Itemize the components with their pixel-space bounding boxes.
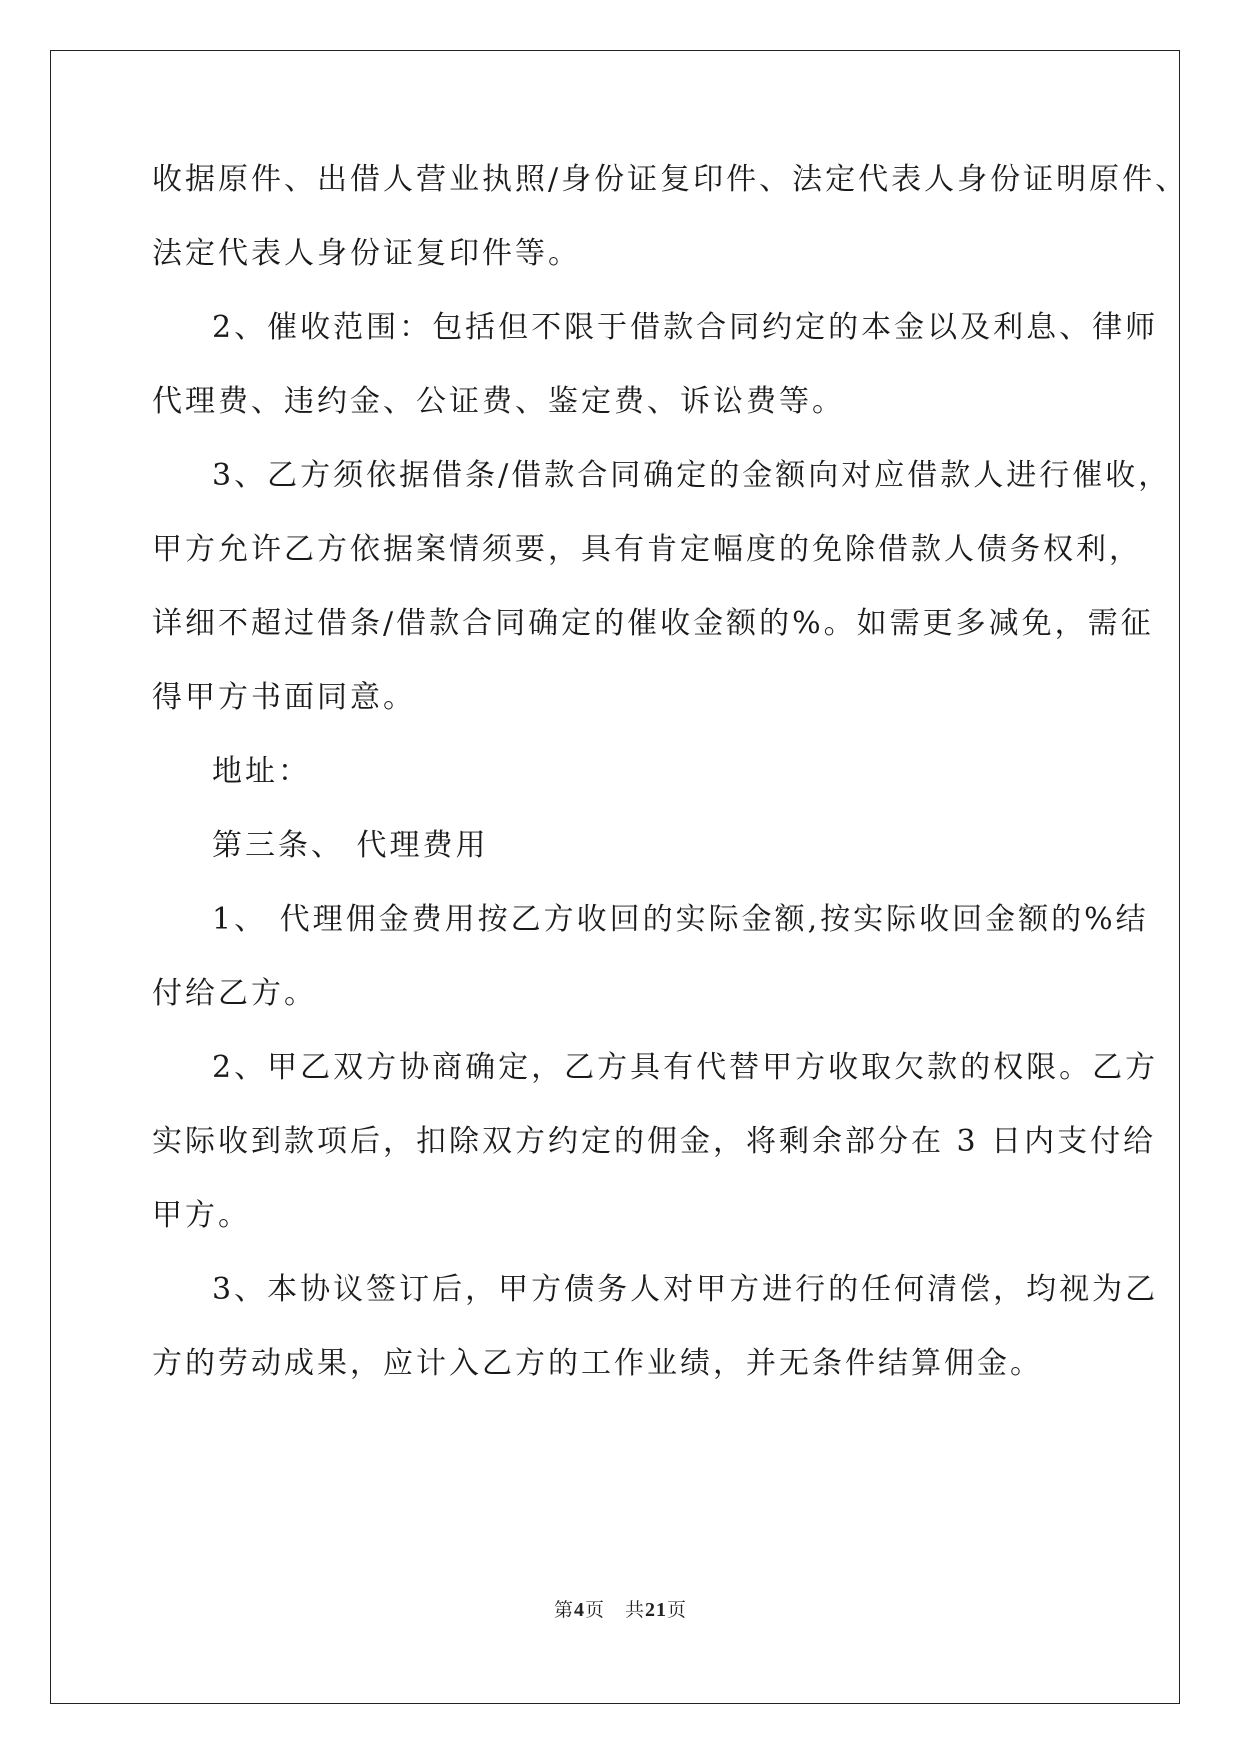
paragraph-line: 收据原件、出借人营业执照/身份证复印件、法定代表人身份证明原件、 <box>152 162 1189 197</box>
paragraph-line: 甲方允许乙方依据案情须要，具有肯定幅度的免除借款人债务权利， <box>152 532 1142 567</box>
footer-total-pages: 21 <box>645 1599 668 1621</box>
page-border <box>50 50 1180 1704</box>
footer-page-suffix: 页 <box>584 1600 605 1621</box>
paragraph-line: 2、催收范围：包括但不限于借款合同约定的本金以及利息、律师 <box>212 310 1159 345</box>
address-label: 地址： <box>212 754 311 789</box>
paragraph-line: 方的劳动成果，应计入乙方的工作业绩，并无条件结算佣金。 <box>152 1346 1043 1381</box>
section-heading: 第三条、 代理费用 <box>212 828 489 863</box>
paragraph-line: 3、本协议签订后，甲方债务人对甲方进行的任何清偿，均视为乙 <box>212 1272 1159 1307</box>
paragraph-line: 详细不超过借条/借款合同确定的催收金额的%。如需更多减免，需征 <box>152 606 1154 641</box>
paragraph-line: 付给乙方。 <box>152 976 317 1011</box>
footer-total-suffix: 页 <box>667 1600 688 1621</box>
paragraph-line: 1、 代理佣金费用按乙方收回的实际金额,按实际收回金额的%结 <box>212 902 1149 937</box>
paragraph-line: 3、乙方须依据借条/借款合同确定的金额向对应借款人进行催收， <box>212 458 1172 493</box>
footer-prefix: 第 <box>553 1600 574 1621</box>
paragraph-line: 甲方。 <box>152 1198 251 1233</box>
paragraph-line: 法定代表人身份证复印件等。 <box>152 236 581 271</box>
footer-total-prefix: 共 <box>625 1600 646 1621</box>
page-footer <box>0 1595 1241 1622</box>
paragraph-line: 实际收到款项后，扣除双方约定的佣金，将剩余部分在 3 日内支付给 <box>152 1124 1157 1159</box>
paragraph-line: 代理费、违约金、公证费、鉴定费、诉讼费等。 <box>152 384 845 419</box>
paragraph-line: 得甲方书面同意。 <box>152 680 416 715</box>
footer-page-number: 4 <box>573 1599 585 1621</box>
paragraph-line: 2、甲乙双方协商确定，乙方具有代替甲方收取欠款的权限。乙方 <box>212 1050 1159 1085</box>
